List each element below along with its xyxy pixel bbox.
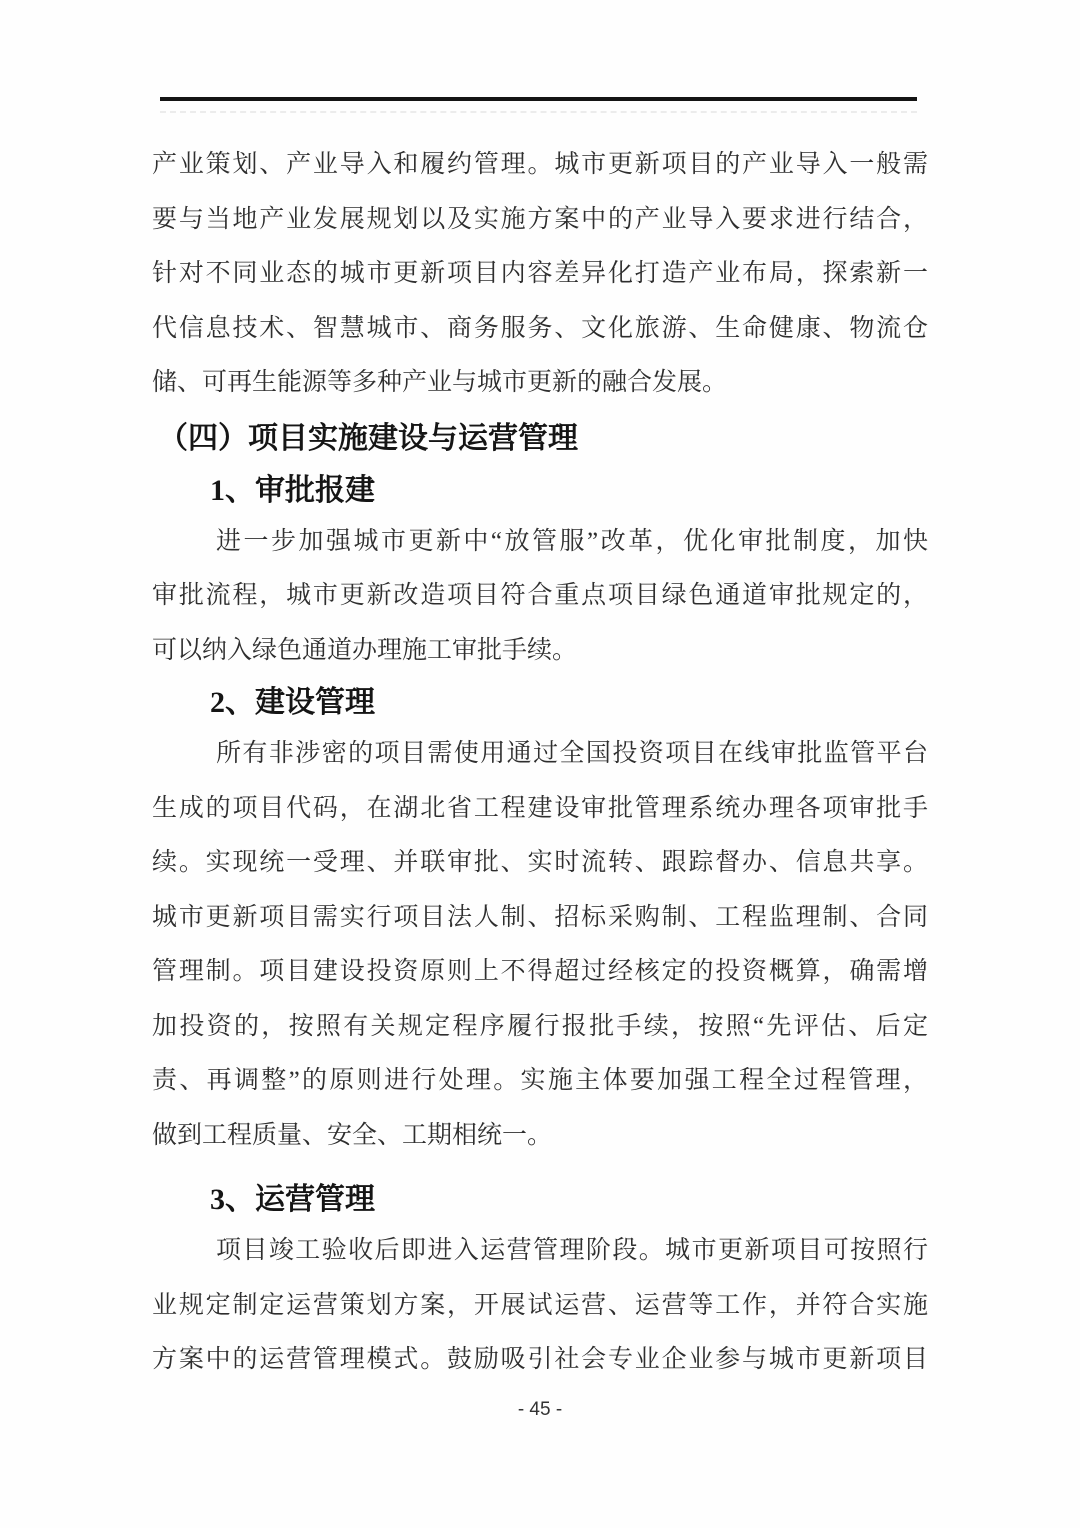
paragraph-line: 方案中的运营管理模式。鼓励吸引社会专业企业参与城市更新项目: [152, 1346, 928, 1373]
subsection-heading: 2、建设管理: [210, 686, 375, 719]
paragraph-line: 业规定制定运营策划方案，开展试运营、运营等工作，并符合实施: [152, 1291, 928, 1319]
paragraph-line: 储、可再生能源等多种产业与城市更新的融合发展。: [152, 369, 728, 396]
paragraph-line: 加投资的，按照有关规定程序履行报批手续，按照“先评估、后定: [152, 1012, 928, 1040]
page-content: [152, 138, 928, 1388]
page-number: - 45 -: [517, 1399, 563, 1420]
section-heading: （四）项目实施建设与运营管理: [158, 421, 578, 455]
paragraph-line: 续。实现统一受理、并联审批、实时流转、跟踪督办、信息共享。: [152, 849, 928, 876]
paragraph-line: 城市更新项目需实行项目法人制、招标采购制、工程监理制、合同: [152, 903, 928, 931]
paragraph-line: 生成的项目代码，在湖北省工程建设审批管理系统办理各项审批手: [152, 794, 928, 822]
paragraph-line: 审批流程，城市更新改造项目符合重点项目绿色通道审批规定的，: [152, 582, 928, 609]
paragraph-line: 可以纳入绿色通道办理施工审批手续。: [152, 636, 578, 664]
header-rule-shadow: [160, 111, 917, 113]
paragraph-line: 项目竣工验收后即进入运营管理阶段。城市更新项目可按照行: [216, 1237, 928, 1264]
paragraph-line: 要与当地产业发展规划以及实施方案中的产业导入要求进行结合，: [152, 205, 928, 233]
paragraph-line: 所有非涉密的项目需使用通过全国投资项目在线审批监管平台: [216, 740, 928, 767]
paragraph-line: 进一步加强城市更新中“放管服”改革，优化审批制度，加快: [216, 527, 928, 555]
header-rule: [160, 97, 917, 101]
subsection-heading: 3、运营管理: [210, 1183, 375, 1216]
paragraph-line: 责、再调整”的原则进行处理。实施主体要加强工程全过程管理，: [152, 1067, 928, 1094]
paragraph-line: 针对不同业态的城市更新项目内容差异化打造产业布局，探索新一: [152, 260, 928, 287]
paragraph-line: 做到工程质量、安全、工期相统一。: [152, 1121, 553, 1149]
paragraph-line: 管理制。项目建设投资原则上不得超过经核定的投资概算，确需增: [152, 958, 928, 985]
subsection-heading: 1、审批报建: [210, 473, 375, 507]
paragraph-line: 产业策划、产业导入和履约管理。城市更新项目的产业导入一般需: [152, 151, 928, 178]
paragraph-line: 代信息技术、智慧城市、商务服务、文化旅游、生命健康、物流仓: [152, 314, 928, 342]
